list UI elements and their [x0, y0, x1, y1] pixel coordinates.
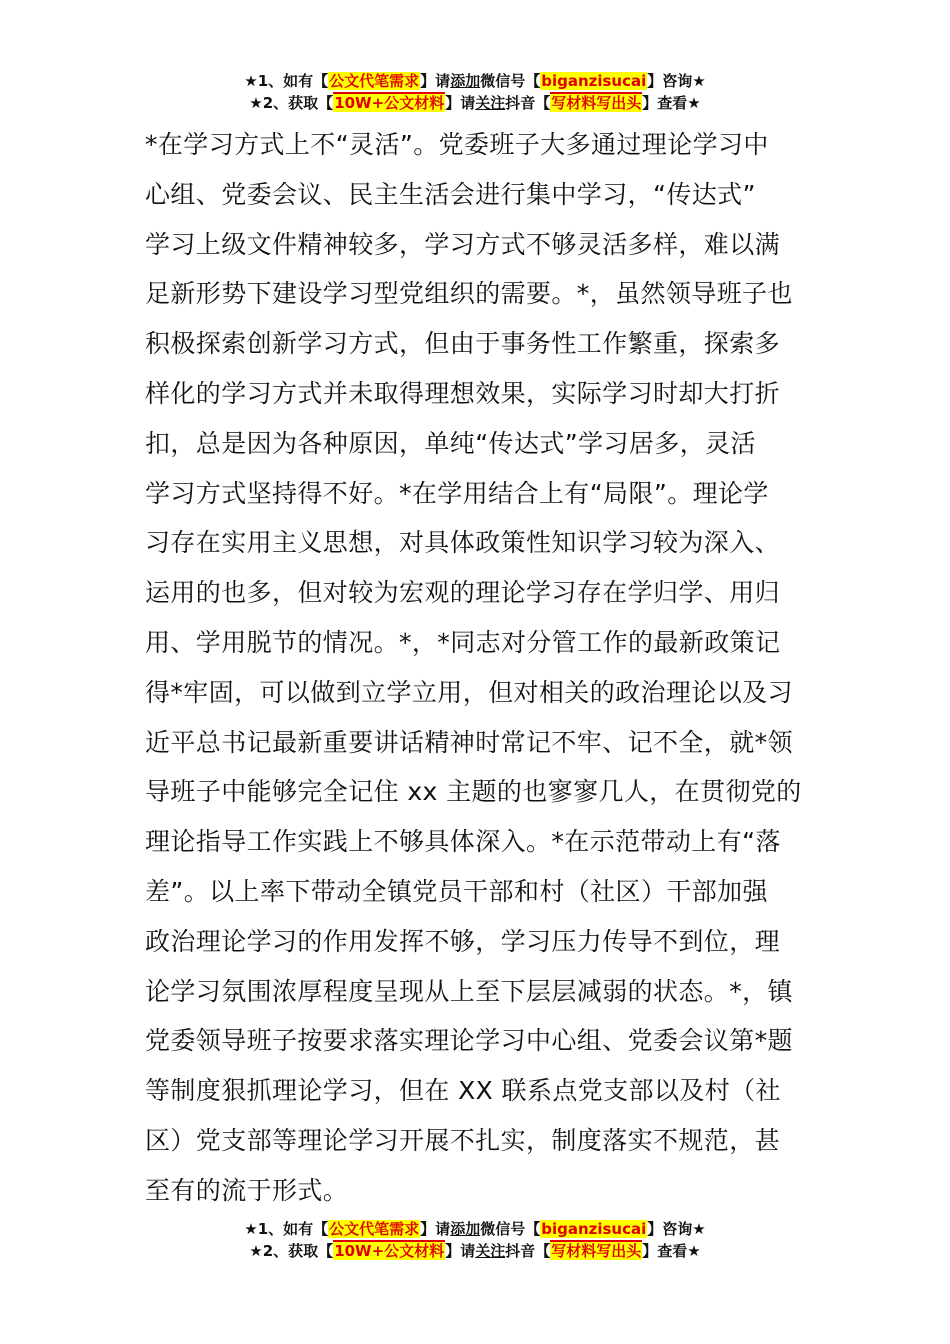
body-line: 政治理论学习的作用发挥不够，学习压力传导不到位，理 [145, 926, 781, 956]
body-line: 学习方式坚持得不好。*在学用结合上有“局限”。理论学 [145, 478, 769, 508]
body-line: *在学习方式上不“灵活”。党委班子大多通过理论学习中 [145, 130, 769, 159]
body-line: 论学习氛围浓厚程度呈现从上至下层层减弱的状态。*，镇 [145, 976, 793, 1006]
header-line-2 [0, 92, 950, 114]
body-line: 心组、党委会议、民主生活会进行集中学习，“传达式” [145, 179, 756, 209]
header-line-2-prefix: ★2、获取【 [249, 94, 334, 112]
footer-line-1-suffix: 】咨询★ [647, 1220, 706, 1238]
footer-banner [0, 1218, 950, 1262]
highlight-materials: 10W+公文材料 [334, 94, 445, 112]
footer-line-1-mid: 】请 [420, 1220, 451, 1238]
footer-line-2-douyin-label: 抖音【 [505, 1242, 551, 1260]
header-line-1-prefix: ★1、如有【 [244, 72, 329, 90]
footer-line-2-prefix: ★2、获取【 [249, 1242, 334, 1260]
highlight-materials: 10W+公文材料 [334, 1242, 445, 1260]
footer-line-2 [0, 1240, 950, 1262]
footer-line-1 [0, 1218, 950, 1240]
highlight-douyin-account: 写材料写出头 [551, 1242, 642, 1260]
underlined-follow: 关注 [475, 1242, 506, 1260]
footer-line-2-mid: 】请 [445, 1242, 476, 1260]
highlight-ghostwriting-service: 公文代笔需求 [329, 72, 420, 90]
highlight-ghostwriting-service: 公文代笔需求 [329, 1220, 420, 1238]
body-line: 足新形势下建设学习型党组织的需要。*，虽然领导班子也 [145, 279, 793, 309]
header-banner [0, 70, 950, 114]
body-line: 扣，总是因为各种原因，单纯“传达式”学习居多，灵活 [145, 428, 756, 458]
body-line: 近平总书记最新重要讲话精神时常记不牢、记不全，就*领 [145, 727, 793, 757]
body-line: 理论指导工作实践上不够具体深入。*在示范带动上有“落 [145, 827, 781, 857]
body-line: 运用的也多，但对较为宏观的理论学习存在学归学、用归 [145, 578, 781, 608]
highlight-wechat-id: biganzisucai [541, 1220, 647, 1238]
body-line: 得*牢固，可以做到立学立用，但对相关的政治理论以及习 [145, 677, 793, 707]
body-line: 习存在实用主义思想，对具体政策性知识学习较为深入、 [145, 528, 781, 558]
body-line: 区）党支部等理论学习开展不扎实，制度落实不规范，甚 [145, 1125, 781, 1155]
body-line: 样化的学习方式并未取得理想效果，实际学习时却大打折 [145, 378, 781, 408]
underlined-add: 添加 [450, 1220, 481, 1238]
footer-line-1-prefix: ★1、如有【 [244, 1220, 329, 1238]
header-line-2-suffix: 】查看★ [642, 94, 701, 112]
body-line: 学习上级文件精神较多，学习方式不够灵活多样，难以满 [145, 229, 781, 259]
body-line: 差”。以上率下带动全镇党员干部和村（社区）干部加强 [145, 876, 768, 906]
footer-line-1-wechat-label: 微信号【 [480, 1220, 541, 1238]
header-line-1-wechat-label: 微信号【 [480, 72, 541, 90]
body-line: 用、学用脱节的情况。*，*同志对分管工作的最新政策记 [145, 627, 781, 657]
header-line-1-mid: 】请 [420, 72, 451, 90]
body-line: 党委领导班子按要求落实理论学习中心组、党委会议第*题 [145, 1026, 793, 1056]
header-line-2-mid: 】请 [445, 94, 476, 112]
body-line: 至有的流于形式。 [145, 1175, 349, 1205]
document-body [145, 120, 805, 1216]
footer-line-2-suffix: 】查看★ [642, 1242, 701, 1260]
body-line: 积极探索创新学习方式，但由于事务性工作繁重，探索多 [145, 329, 781, 359]
body-line: 导班子中能够完全记住 xx 主题的也寥寥几人，在贯彻党的 [145, 777, 802, 807]
underlined-add: 添加 [450, 72, 481, 90]
body-line: 等制度狠抓理论学习，但在 XX 联系点党支部以及村（社 [145, 1076, 781, 1106]
header-line-1 [0, 70, 950, 92]
header-line-1-suffix: 】咨询★ [647, 72, 706, 90]
header-line-2-douyin-label: 抖音【 [505, 94, 551, 112]
highlight-douyin-account: 写材料写出头 [551, 94, 642, 112]
underlined-follow: 关注 [475, 94, 506, 112]
highlight-wechat-id: biganzisucai [541, 72, 647, 90]
